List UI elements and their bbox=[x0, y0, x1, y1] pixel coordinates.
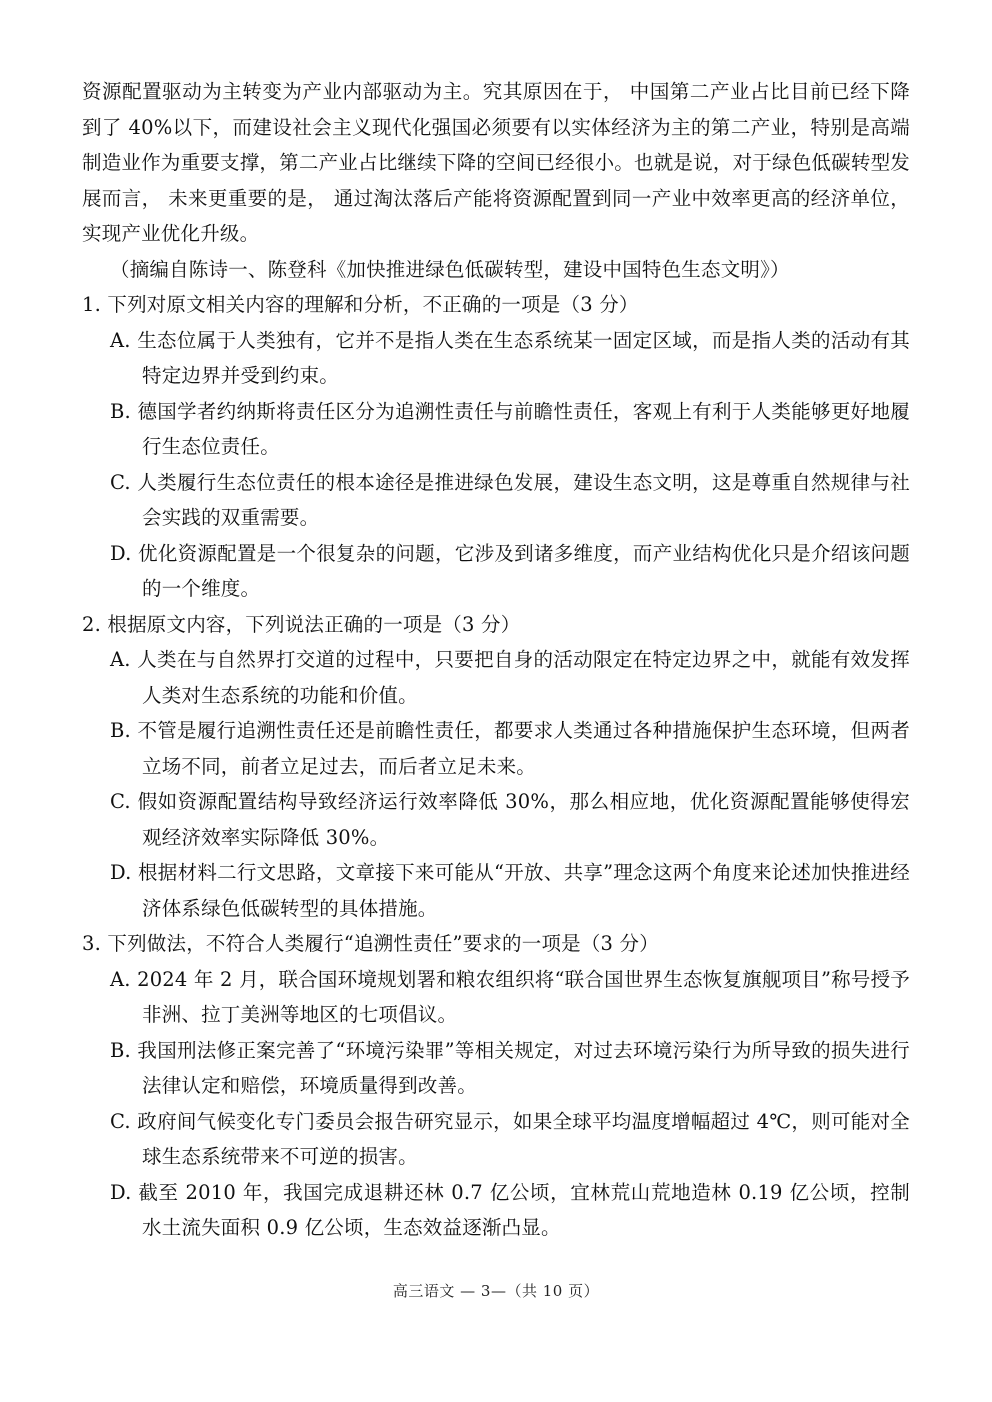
exam-content bbox=[82, 74, 910, 1246]
option-b: B. 我国刑法修正案完善了“环境污染罪”等相关规定，对过去环境污染行为所导致的损失进行法律认定和赔偿，环境质量得到改善。 bbox=[110, 1038, 910, 1097]
option-d: D. 截至 2010 年，我国完成退耕还林 0.7 亿公顷，宜林荒山荒地造林 0.19 亿公顷，控制水土流失面积 0.9 亿公顷，生态效益逐渐凸显。 bbox=[110, 1180, 910, 1239]
question-stem: 1. 下列对原文相关内容的理解和分析，不正确的一项是（3 分） bbox=[82, 293, 639, 316]
option-b: B. 德国学者约纳斯将责任区分为追溯性责任与前瞻性责任，客观上有利于人类能够更好地履行生态位责任。 bbox=[110, 399, 910, 458]
question-1 bbox=[82, 287, 910, 607]
question-stem: 3. 下列做法，不符合人类履行“追溯性责任”要求的一项是（3 分） bbox=[82, 932, 659, 955]
option-a: A. 生态位属于人类独有，它并不是指人类在生态系统某一固定区域，而是指人类的活动有其特定边界并受到约束。 bbox=[110, 328, 910, 387]
passage-paragraph: 资源配置驱动为主转变为产业内部驱动为主。究其原因在于， 中国第二产业占比目前已经下降到了 40%以下，而建设社会主义现代化强国必须要有以实体经济为主的第二产业，特别是高端制造业作为重要支撑，第二产业占比继续下降的空间已经很小。也就是说，对于绿色低碳转型发展而言， 未来更重要的是， 通过淘汰落后产能将资源配置到同一产业中效率更高的经济单位， 实现产业优化升级。 bbox=[82, 80, 910, 245]
option-d: D. 优化资源配置是一个很复杂的问题，它涉及到诸多维度，而产业结构优化只是介绍该问题的一个维度。 bbox=[110, 541, 910, 600]
option-d: D. 根据材料二行文思路，文章接下来可能从“开放、共享”理念这两个角度来论述加快推进经济体系绿色低碳转型的具体措施。 bbox=[110, 861, 910, 920]
option-b: B. 不管是履行追溯性责任还是前瞻性责任，都要求人类通过各种措施保护生态环境，但两者立场不同，前者立足过去，而后者立足未来。 bbox=[110, 719, 910, 778]
option-c: C. 政府间气候变化专门委员会报告研究显示，如果全球平均温度增幅超过 4℃，则可能对全球生态系统带来不可逆的损害。 bbox=[110, 1109, 910, 1168]
passage-source: （摘编自陈诗一、陈登科《加快推进绿色低碳转型，建设中国特色生态文明》） bbox=[110, 257, 790, 281]
option-c: C. 人类履行生态位责任的根本途径是推进绿色发展，建设生态文明，这是尊重自然规律与社会实践的双重需要。 bbox=[110, 470, 910, 529]
question-3 bbox=[82, 926, 910, 1246]
page-footer: 高三语文 — 3—（共 10 页） bbox=[392, 1282, 600, 1300]
question-stem: 2. 根据原文内容，下列说法正确的一项是（3 分） bbox=[82, 612, 521, 636]
option-c: C. 假如资源配置结构导致经济运行效率降低 30%，那么相应地，优化资源配置能够使得宏观经济效率实际降低 30%。 bbox=[110, 790, 910, 849]
option-a: A. 2024 年 2 月，联合国环境规划署和粮农组织将“联合国世界生态恢复旗舰项目”称号授予非洲、拉丁美洲等地区的七项倡议。 bbox=[110, 967, 910, 1026]
question-2 bbox=[82, 607, 910, 927]
option-a: A. 人类在与自然界打交道的过程中，只要把自身的活动限定在特定边界之中，就能有效发挥人类对生态系统的功能和价值。 bbox=[110, 648, 910, 707]
